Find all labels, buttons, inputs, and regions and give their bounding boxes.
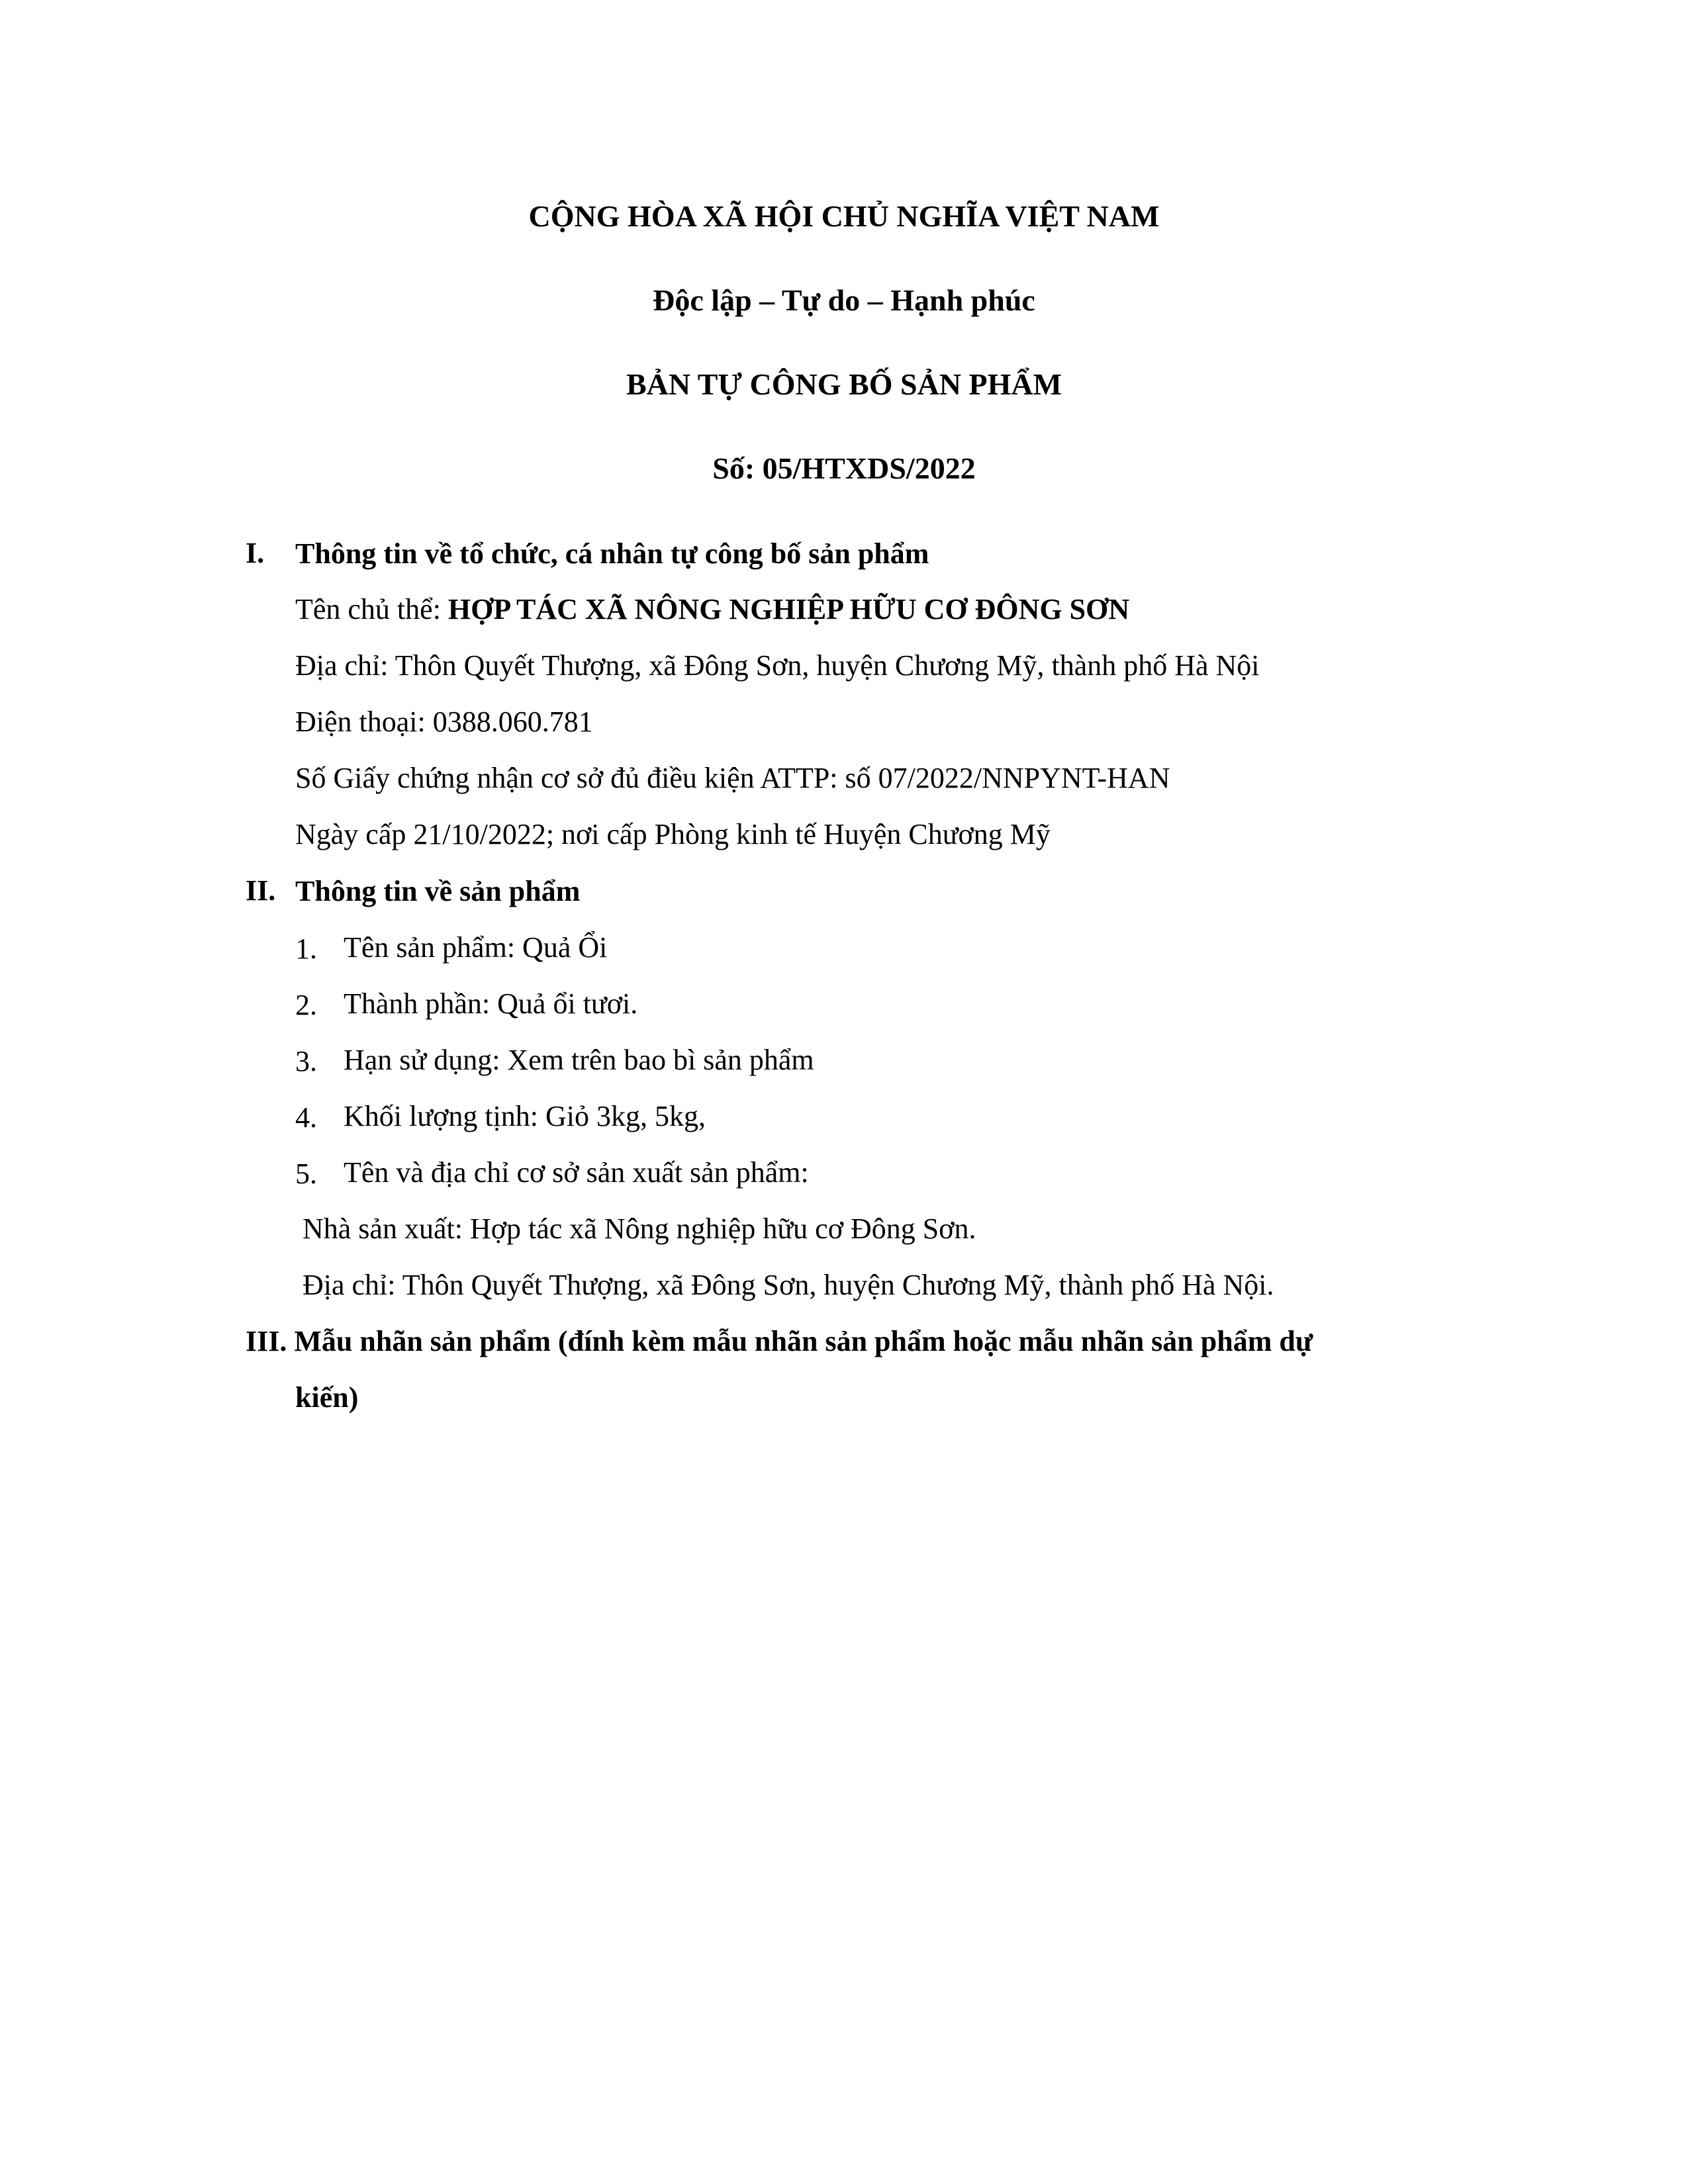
national-title: CỘNG HÒA XÃ HỘI CHỦ NGHĨA VIỆT NAM (528, 199, 1160, 233)
certificate-number: Số Giấy chứng nhận cơ sở đủ điều kiện ATTP: số 07/2022/NNPYNT-HAN (295, 762, 1170, 794)
section-3-heading-text: Mẫu nhãn sản phẩm (đính kèm mẫu nhãn sản phẩm hoặc mẫu nhãn sản phẩm dự (294, 1325, 1313, 1357)
document-number: Số: 05/HTXDS/2022 (712, 451, 976, 485)
section-3-heading-line-2: kiến) (295, 1381, 359, 1414)
section-1-heading: Thông tin về tổ chức, cá nhân tự công bố sản phẩm (295, 537, 929, 570)
owner-value: HỢP TÁC XÃ NÔNG NGHIỆP HỮU CƠ ĐÔNG SƠN (447, 593, 1130, 625)
owner-phone: Điện thoại: 0388.060.781 (295, 705, 593, 738)
item-2-number: 2. (295, 989, 317, 1021)
producer-name: Nhà sản xuất: Hợp tác xã Nông nghiệp hữu cơ Đông Sơn. (303, 1212, 976, 1245)
section-1-numeral: I. (246, 537, 265, 569)
item-4-number: 4. (295, 1101, 317, 1134)
item-4-text: Khối lượng tịnh: Giỏ 3kg, 5kg, (344, 1100, 706, 1132)
national-motto: Độc lập – Tự do – Hạnh phúc (653, 283, 1035, 317)
item-1-text: Tên sản phẩm: Quả Ổi (344, 931, 608, 964)
section-3-numeral: III. (246, 1325, 287, 1357)
producer-address: Địa chỉ: Thôn Quyết Thượng, xã Đông Sơn, huyện Chương Mỹ, thành phố Hà Nội. (303, 1269, 1274, 1301)
owner-label: Tên chủ thể: (295, 593, 448, 625)
item-1-number: 1. (295, 933, 317, 965)
item-2-text: Thành phần: Quả ổi tươi. (344, 987, 638, 1020)
item-5-text: Tên và địa chỉ cơ sở sản xuất sản phẩm: (344, 1156, 809, 1189)
owner-address: Địa chỉ: Thôn Quyết Thượng, xã Đông Sơn, huyện Chương Mỹ, thành phố Hà Nội (295, 649, 1260, 682)
item-5-number: 5. (295, 1158, 317, 1190)
owner-line (295, 595, 1129, 624)
certificate-issue: Ngày cấp 21/10/2022; nơi cấp Phòng kinh tế Huyện Chương Mỹ (295, 818, 1051, 850)
section-3-heading-line-1 (246, 1327, 1313, 1356)
document-title: BẢN TỰ CÔNG BỐ SẢN PHẨM (626, 367, 1062, 401)
section-2-numeral: II. (246, 874, 276, 907)
section-2-heading: Thông tin về sản phẩm (295, 875, 581, 907)
item-3-text: Hạn sử dụng: Xem trên bao bì sản phẩm (344, 1044, 814, 1076)
item-3-number: 3. (295, 1045, 317, 1077)
